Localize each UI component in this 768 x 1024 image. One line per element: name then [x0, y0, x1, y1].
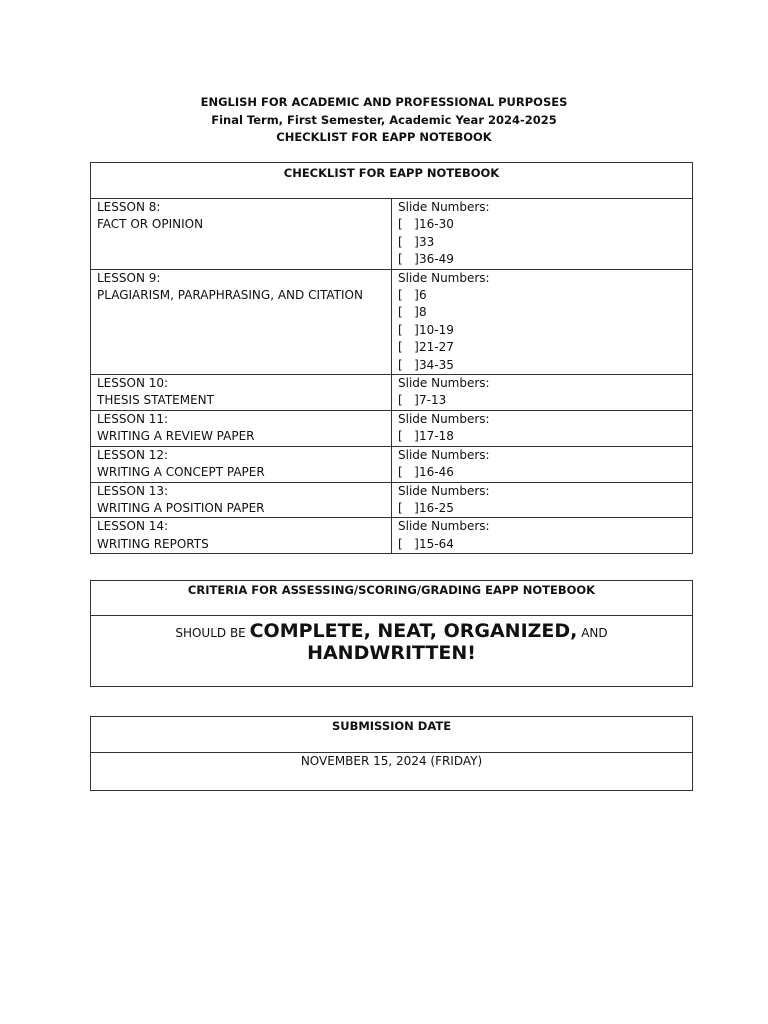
checkbox[interactable]: [ ] — [398, 288, 419, 303]
criteria-handwritten: HANDWRITTEN! — [307, 642, 476, 664]
checkbox[interactable]: [ ] — [398, 234, 419, 249]
slide-range: 17-18 — [419, 429, 454, 444]
lesson-title: WRITING REPORTS — [97, 536, 209, 551]
criteria-statement — [91, 616, 693, 687]
checkbox[interactable]: [ ] — [398, 340, 419, 355]
slide-range: 34-35 — [419, 357, 454, 372]
slides-label: Slide Numbers: — [398, 376, 490, 391]
submission-title: SUBMISSION DATE — [91, 717, 693, 753]
lesson-title: WRITING A CONCEPT PAPER — [97, 465, 265, 480]
slides-cell — [392, 269, 693, 374]
submission-table — [90, 716, 693, 791]
lesson-number: LESSON 8: — [97, 200, 161, 214]
lesson-title: THESIS STATEMENT — [97, 393, 214, 408]
slide-checkbox-item[interactable] — [398, 216, 686, 233]
lesson-row — [91, 482, 693, 518]
slide-checkbox-item[interactable] — [398, 339, 686, 356]
slide-checkbox-item[interactable] — [398, 536, 686, 553]
lesson-row — [91, 269, 693, 374]
lesson-number: LESSON 9: — [97, 270, 161, 285]
lesson-cell — [91, 375, 392, 411]
slide-checkbox-item[interactable] — [398, 500, 686, 517]
slide-range: 7-13 — [419, 393, 447, 408]
checkbox[interactable]: [ ] — [398, 536, 419, 551]
lesson-row — [91, 375, 693, 411]
lesson-row — [91, 410, 693, 446]
lesson-number: LESSON 12: — [97, 447, 169, 462]
lesson-row — [91, 199, 693, 270]
slide-checkbox-item[interactable] — [398, 234, 686, 251]
checklist-title: CHECKLIST FOR EAPP NOTEBOOK — [91, 163, 693, 199]
checkbox[interactable]: [ ] — [398, 465, 419, 480]
slide-range: 8 — [419, 305, 427, 320]
checklist-table — [90, 162, 693, 554]
slide-range: 15-64 — [419, 536, 454, 551]
slides-label: Slide Numbers: — [398, 270, 490, 285]
slide-checkbox-item[interactable] — [398, 287, 686, 304]
slide-range: 36-49 — [419, 252, 454, 267]
slide-range: 21-27 — [419, 340, 454, 355]
submission-date: NOVEMBER 15, 2024 (FRIDAY) — [91, 753, 693, 791]
checkbox[interactable]: [ ] — [398, 429, 419, 444]
lesson-cell — [91, 482, 392, 518]
slides-cell — [392, 518, 693, 554]
slide-checkbox-item[interactable] — [398, 322, 686, 339]
slides-cell — [392, 375, 693, 411]
slide-range: 16-25 — [419, 500, 454, 515]
criteria-title: CRITERIA FOR ASSESSING/SCORING/GRADING EAPP NOTEBOOK — [91, 581, 693, 616]
checkbox[interactable]: [ ] — [398, 217, 419, 232]
checkbox[interactable]: [ ] — [398, 322, 419, 337]
course-title: ENGLISH FOR ACADEMIC AND PROFESSIONAL PURPOSES — [200, 95, 568, 109]
lesson-row — [91, 446, 693, 482]
criteria-and: AND — [581, 626, 608, 640]
slides-label: Slide Numbers: — [398, 519, 490, 534]
slides-label: Slide Numbers: — [398, 483, 490, 498]
checkbox[interactable]: [ ] — [398, 393, 419, 408]
slide-range: 16-30 — [419, 217, 454, 232]
lesson-cell — [91, 518, 392, 554]
criteria-prefix: SHOULD BE — [175, 626, 246, 640]
slide-range: 33 — [419, 234, 435, 249]
lesson-row — [91, 518, 693, 554]
slide-range: 6 — [419, 288, 427, 303]
slides-label: Slide Numbers: — [398, 447, 490, 462]
lesson-number: LESSON 10: — [97, 376, 169, 391]
term-line: Final Term, First Semester, Academic Year 2024-2025 — [211, 112, 557, 127]
slides-label: Slide Numbers: — [398, 200, 490, 214]
slide-range: 10-19 — [419, 322, 454, 337]
checkbox[interactable]: [ ] — [398, 500, 419, 515]
checkbox[interactable]: [ ] — [398, 252, 419, 267]
lesson-number: LESSON 13: — [97, 483, 169, 498]
checklist-body — [91, 199, 693, 554]
slides-cell — [392, 199, 693, 270]
lesson-cell — [91, 410, 392, 446]
slide-checkbox-item[interactable] — [398, 428, 686, 445]
lesson-cell — [91, 199, 392, 270]
document-header — [0, 94, 768, 147]
slide-checkbox-item[interactable] — [398, 392, 686, 409]
slides-cell — [392, 482, 693, 518]
slide-range: 16-46 — [419, 465, 454, 480]
slide-checkbox-item[interactable] — [398, 357, 686, 374]
slide-checkbox-item[interactable] — [398, 251, 686, 268]
slides-label: Slide Numbers: — [398, 411, 490, 426]
criteria-qualities: COMPLETE, NEAT, ORGANIZED, — [249, 620, 578, 642]
document-subtitle: CHECKLIST FOR EAPP NOTEBOOK — [276, 130, 492, 144]
slide-checkbox-item[interactable] — [398, 464, 686, 481]
lesson-title: WRITING A POSITION PAPER — [97, 500, 265, 515]
lesson-cell — [91, 269, 392, 374]
slides-cell — [392, 410, 693, 446]
checkbox[interactable]: [ ] — [398, 357, 419, 372]
slide-checkbox-item[interactable] — [398, 304, 686, 321]
lesson-title: WRITING A REVIEW PAPER — [97, 429, 255, 444]
lesson-title: PLAGIARISM, PARAPHRASING, AND CITATION — [97, 288, 363, 303]
slides-cell — [392, 446, 693, 482]
lesson-title: FACT OR OPINION — [97, 217, 204, 232]
criteria-table — [90, 580, 693, 687]
lesson-number: LESSON 11: — [97, 411, 169, 426]
lesson-number: LESSON 14: — [97, 519, 169, 534]
checkbox[interactable]: [ ] — [398, 305, 419, 320]
lesson-cell — [91, 446, 392, 482]
